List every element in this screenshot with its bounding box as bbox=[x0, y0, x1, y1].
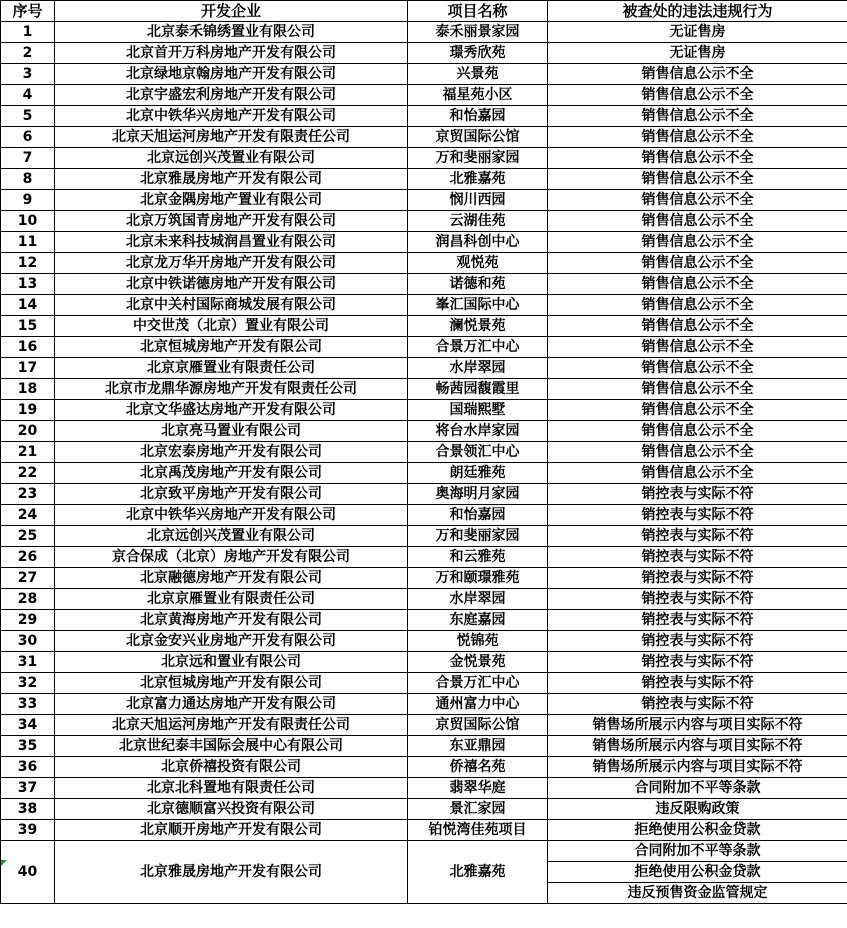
table-row bbox=[1, 673, 847, 694]
cell-note-marker bbox=[1, 860, 7, 866]
row-company: 北京泰禾锦绣置业有限公司 bbox=[55, 22, 408, 43]
table-row bbox=[1, 589, 847, 610]
row-violation: 销控表与实际不符 bbox=[548, 631, 847, 652]
table-row bbox=[1, 358, 847, 379]
row-violation: 销控表与实际不符 bbox=[548, 547, 847, 568]
row-company: 北京富力通达房地产开发有限公司 bbox=[55, 694, 408, 715]
row-violation: 销售信息公示不全 bbox=[548, 232, 847, 253]
row-violation: 销售信息公示不全 bbox=[548, 253, 847, 274]
header-index: 序号 bbox=[1, 1, 55, 22]
row-project: 澜悦景苑 bbox=[408, 316, 548, 337]
row-project: 悦锦苑 bbox=[408, 631, 548, 652]
row-index: 24 bbox=[1, 505, 55, 526]
row-project: 水岸翠园 bbox=[408, 589, 548, 610]
row-company: 北京远和置业有限公司 bbox=[55, 652, 408, 673]
row-index: 33 bbox=[1, 694, 55, 715]
row-company: 北京中铁诺德房地产开发有限公司 bbox=[55, 274, 408, 295]
row-project: 兴景苑 bbox=[408, 64, 548, 85]
row-index: 27 bbox=[1, 568, 55, 589]
row-index: 30 bbox=[1, 631, 55, 652]
row-company: 北京世纪泰丰国际会展中心有限公司 bbox=[55, 736, 408, 757]
row-company: 北京德顺富兴投资有限公司 bbox=[55, 799, 408, 820]
table-row bbox=[1, 694, 847, 715]
row-project: 云湖佳苑 bbox=[408, 211, 548, 232]
row-company: 北京市龙鼎华源房地产开发有限责任公司 bbox=[55, 379, 408, 400]
row-index: 17 bbox=[1, 358, 55, 379]
table-row bbox=[1, 64, 847, 85]
table-row bbox=[1, 274, 847, 295]
table-row bbox=[1, 463, 847, 484]
row-violation: 销控表与实际不符 bbox=[548, 694, 847, 715]
row-violation: 销售信息公示不全 bbox=[548, 85, 847, 106]
row-project: 合景领汇中心 bbox=[408, 442, 548, 463]
table-row bbox=[1, 190, 847, 211]
row-violation: 销售信息公示不全 bbox=[548, 148, 847, 169]
row-project: 东亚鼎园 bbox=[408, 736, 548, 757]
table-row bbox=[1, 547, 847, 568]
row-company: 北京恒城房地产开发有限公司 bbox=[55, 673, 408, 694]
row-project: 润昌科创中心 bbox=[408, 232, 548, 253]
row-index: 37 bbox=[1, 778, 55, 799]
table-body bbox=[1, 22, 847, 904]
table-row bbox=[1, 820, 847, 841]
row-violation: 销控表与实际不符 bbox=[548, 589, 847, 610]
row-violation: 销售信息公示不全 bbox=[548, 169, 847, 190]
table-row bbox=[1, 484, 847, 505]
table-row bbox=[1, 253, 847, 274]
row-project: 翡翠华庭 bbox=[408, 778, 548, 799]
row-project: 悯川西园 bbox=[408, 190, 548, 211]
table-row bbox=[1, 400, 847, 421]
row-violation: 销售信息公示不全 bbox=[548, 379, 847, 400]
table-row bbox=[1, 631, 847, 652]
header-project: 项目名称 bbox=[408, 1, 548, 22]
row-index: 5 bbox=[1, 106, 55, 127]
row-violation: 销控表与实际不符 bbox=[548, 526, 847, 547]
row-violation: 销售场所展示内容与项目实际不符 bbox=[548, 736, 847, 757]
row-index: 23 bbox=[1, 484, 55, 505]
row-index: 21 bbox=[1, 442, 55, 463]
row-company: 京合保成（北京）房地产开发有限公司 bbox=[55, 547, 408, 568]
header-row bbox=[1, 1, 847, 22]
row-violation: 销售信息公示不全 bbox=[548, 274, 847, 295]
row-project: 国瑞熙墅 bbox=[408, 400, 548, 421]
row-company: 北京禹茂房地产开发有限公司 bbox=[55, 463, 408, 484]
table-row bbox=[1, 505, 847, 526]
row-index: 13 bbox=[1, 274, 55, 295]
row-violation: 销售场所展示内容与项目实际不符 bbox=[548, 715, 847, 736]
row-violation: 销控表与实际不符 bbox=[548, 610, 847, 631]
table-row bbox=[1, 715, 847, 736]
table-row bbox=[1, 106, 847, 127]
row-index: 38 bbox=[1, 799, 55, 820]
row-violation: 销控表与实际不符 bbox=[548, 652, 847, 673]
row-company: 北京远创兴茂置业有限公司 bbox=[55, 526, 408, 547]
row-project: 京贸国际公馆 bbox=[408, 127, 548, 148]
row-violation: 违反限购政策 bbox=[548, 799, 847, 820]
table-row bbox=[1, 652, 847, 673]
row-project: 铂悦湾佳苑项目 bbox=[408, 820, 548, 841]
row-project: 京贸国际公馆 bbox=[408, 715, 548, 736]
table-row bbox=[1, 232, 847, 253]
row-violation: 销控表与实际不符 bbox=[548, 673, 847, 694]
row-violation: 销售信息公示不全 bbox=[548, 358, 847, 379]
table-row bbox=[1, 610, 847, 631]
row-index: 22 bbox=[1, 463, 55, 484]
row-company: 北京京雁置业有限责任公司 bbox=[55, 589, 408, 610]
row-violation: 销售信息公示不全 bbox=[548, 463, 847, 484]
row-violation: 无证售房 bbox=[548, 22, 847, 43]
row-project: 和云雅苑 bbox=[408, 547, 548, 568]
row-company: 北京融德房地产开发有限公司 bbox=[55, 568, 408, 589]
row-company: 北京雅晟房地产开发有限公司 bbox=[55, 841, 408, 904]
row-project: 峯汇国际中心 bbox=[408, 295, 548, 316]
row-company: 北京绿地京翰房地产开发有限公司 bbox=[55, 64, 408, 85]
row-company: 北京黄海房地产开发有限公司 bbox=[55, 610, 408, 631]
row-company: 北京北科置地有限责任公司 bbox=[55, 778, 408, 799]
row-company: 北京宇盛宏利房地产开发有限公司 bbox=[55, 85, 408, 106]
row-index: 32 bbox=[1, 673, 55, 694]
table-row bbox=[1, 43, 847, 64]
table-row bbox=[1, 799, 847, 820]
row-index: 34 bbox=[1, 715, 55, 736]
row-company: 北京文华盛达房地产开发有限公司 bbox=[55, 400, 408, 421]
row-project: 万和颐璟雅苑 bbox=[408, 568, 548, 589]
row-violation: 拒绝使用公积金贷款 bbox=[548, 862, 847, 883]
table-row bbox=[1, 211, 847, 232]
row-violation: 销售信息公示不全 bbox=[548, 400, 847, 421]
row-violation: 销售场所展示内容与项目实际不符 bbox=[548, 757, 847, 778]
row-violation: 违反预售资金监管规定 bbox=[548, 883, 847, 904]
row-project: 畅茜园馥霞里 bbox=[408, 379, 548, 400]
row-company: 北京龙万华开房地产开发有限公司 bbox=[55, 253, 408, 274]
row-violation: 无证售房 bbox=[548, 43, 847, 64]
row-index: 1 bbox=[1, 22, 55, 43]
header-violation: 被查处的违法违规行为 bbox=[548, 1, 847, 22]
row-index: 20 bbox=[1, 421, 55, 442]
row-project: 合景万汇中心 bbox=[408, 337, 548, 358]
row-company: 北京天旭运河房地产开发有限责任公司 bbox=[55, 127, 408, 148]
table-row bbox=[1, 22, 847, 43]
row-violation: 销售信息公示不全 bbox=[548, 190, 847, 211]
row-index: 14 bbox=[1, 295, 55, 316]
row-project: 福星苑小区 bbox=[408, 85, 548, 106]
row-violation: 销售信息公示不全 bbox=[548, 316, 847, 337]
row-project: 北雅嘉苑 bbox=[408, 169, 548, 190]
row-index: 26 bbox=[1, 547, 55, 568]
row-violation: 销售信息公示不全 bbox=[548, 295, 847, 316]
table-row bbox=[1, 421, 847, 442]
row-company: 北京恒城房地产开发有限公司 bbox=[55, 337, 408, 358]
row-company: 中交世茂（北京）置业有限公司 bbox=[55, 316, 408, 337]
row-project: 璟秀欣苑 bbox=[408, 43, 548, 64]
row-index: 16 bbox=[1, 337, 55, 358]
row-index: 4 bbox=[1, 85, 55, 106]
row-company: 北京中铁华兴房地产开发有限公司 bbox=[55, 106, 408, 127]
row-project: 通州富力中心 bbox=[408, 694, 548, 715]
row-index: 25 bbox=[1, 526, 55, 547]
row-company: 北京中关村国际商城发展有限公司 bbox=[55, 295, 408, 316]
table-row bbox=[1, 778, 847, 799]
row-violation: 销控表与实际不符 bbox=[548, 484, 847, 505]
row-index: 29 bbox=[1, 610, 55, 631]
row-index: 3 bbox=[1, 64, 55, 85]
row-index: 18 bbox=[1, 379, 55, 400]
row-index: 28 bbox=[1, 589, 55, 610]
row-company: 北京金隅房地产置业有限公司 bbox=[55, 190, 408, 211]
row-index: 31 bbox=[1, 652, 55, 673]
row-company: 北京远创兴茂置业有限公司 bbox=[55, 148, 408, 169]
row-index: 35 bbox=[1, 736, 55, 757]
row-project: 景汇家园 bbox=[408, 799, 548, 820]
row-index: 19 bbox=[1, 400, 55, 421]
row-index: 39 bbox=[1, 820, 55, 841]
row-company: 北京中铁华兴房地产开发有限公司 bbox=[55, 505, 408, 526]
row-company: 北京雅晟房地产开发有限公司 bbox=[55, 169, 408, 190]
row-project: 奥海明月家园 bbox=[408, 484, 548, 505]
table-row bbox=[1, 337, 847, 358]
row-violation: 合同附加不平等条款 bbox=[548, 778, 847, 799]
table-row bbox=[1, 127, 847, 148]
row-violation: 销售信息公示不全 bbox=[548, 106, 847, 127]
row-index: 2 bbox=[1, 43, 55, 64]
row-violation: 销售信息公示不全 bbox=[548, 64, 847, 85]
row-index: 7 bbox=[1, 148, 55, 169]
row-project: 泰禾丽景家园 bbox=[408, 22, 548, 43]
row-project: 观悦苑 bbox=[408, 253, 548, 274]
row-index: 6 bbox=[1, 127, 55, 148]
table-row bbox=[1, 379, 847, 400]
row-company: 北京首开万科房地产开发有限公司 bbox=[55, 43, 408, 64]
row-index: 11 bbox=[1, 232, 55, 253]
row-index: 8 bbox=[1, 169, 55, 190]
row-violation: 销控表与实际不符 bbox=[548, 505, 847, 526]
header-company: 开发企业 bbox=[55, 1, 408, 22]
row-violation: 拒绝使用公积金贷款 bbox=[548, 820, 847, 841]
row-project: 和怡嘉园 bbox=[408, 106, 548, 127]
row-violation: 合同附加不平等条款 bbox=[548, 841, 847, 862]
row-index: 12 bbox=[1, 253, 55, 274]
row-violation: 销售信息公示不全 bbox=[548, 442, 847, 463]
row-index: 9 bbox=[1, 190, 55, 211]
row-index: 40 bbox=[1, 841, 55, 904]
row-company: 北京天旭运河房地产开发有限责任公司 bbox=[55, 715, 408, 736]
row-violation: 销售信息公示不全 bbox=[548, 421, 847, 442]
table-row bbox=[1, 568, 847, 589]
table-row bbox=[1, 736, 847, 757]
table-row bbox=[1, 85, 847, 106]
row-index: 36 bbox=[1, 757, 55, 778]
row-project: 合景万汇中心 bbox=[408, 673, 548, 694]
row-project: 诺德和苑 bbox=[408, 274, 548, 295]
table-row bbox=[1, 526, 847, 547]
table-row bbox=[1, 841, 847, 862]
row-company: 北京侨禧投资有限公司 bbox=[55, 757, 408, 778]
row-company: 北京顺开房地产开发有限公司 bbox=[55, 820, 408, 841]
row-project: 将台水岸家园 bbox=[408, 421, 548, 442]
row-company: 北京京雁置业有限责任公司 bbox=[55, 358, 408, 379]
row-violation: 销控表与实际不符 bbox=[548, 568, 847, 589]
table-row bbox=[1, 169, 847, 190]
row-project: 万和斐丽家园 bbox=[408, 526, 548, 547]
row-company: 北京亮马置业有限公司 bbox=[55, 421, 408, 442]
row-project: 北雅嘉苑 bbox=[408, 841, 548, 904]
row-company: 北京宏泰房地产开发有限公司 bbox=[55, 442, 408, 463]
row-project: 和怡嘉园 bbox=[408, 505, 548, 526]
row-project: 侨禧名苑 bbox=[408, 757, 548, 778]
table-row bbox=[1, 295, 847, 316]
row-company: 北京万筑国青房地产开发有限公司 bbox=[55, 211, 408, 232]
row-project: 朗廷雅苑 bbox=[408, 463, 548, 484]
row-index: 15 bbox=[1, 316, 55, 337]
row-violation: 销售信息公示不全 bbox=[548, 337, 847, 358]
table-row bbox=[1, 148, 847, 169]
table-row bbox=[1, 757, 847, 778]
row-project: 金悦景苑 bbox=[408, 652, 548, 673]
table-row bbox=[1, 442, 847, 463]
row-violation: 销售信息公示不全 bbox=[548, 211, 847, 232]
row-project: 水岸翠园 bbox=[408, 358, 548, 379]
row-company: 北京致平房地产开发有限公司 bbox=[55, 484, 408, 505]
row-violation: 销售信息公示不全 bbox=[548, 127, 847, 148]
table-row bbox=[1, 316, 847, 337]
row-index: 10 bbox=[1, 211, 55, 232]
row-company: 北京金安兴业房地产开发有限公司 bbox=[55, 631, 408, 652]
row-project: 万和斐丽家园 bbox=[408, 148, 548, 169]
row-project: 东庭嘉园 bbox=[408, 610, 548, 631]
row-company: 北京未来科技城润昌置业有限公司 bbox=[55, 232, 408, 253]
